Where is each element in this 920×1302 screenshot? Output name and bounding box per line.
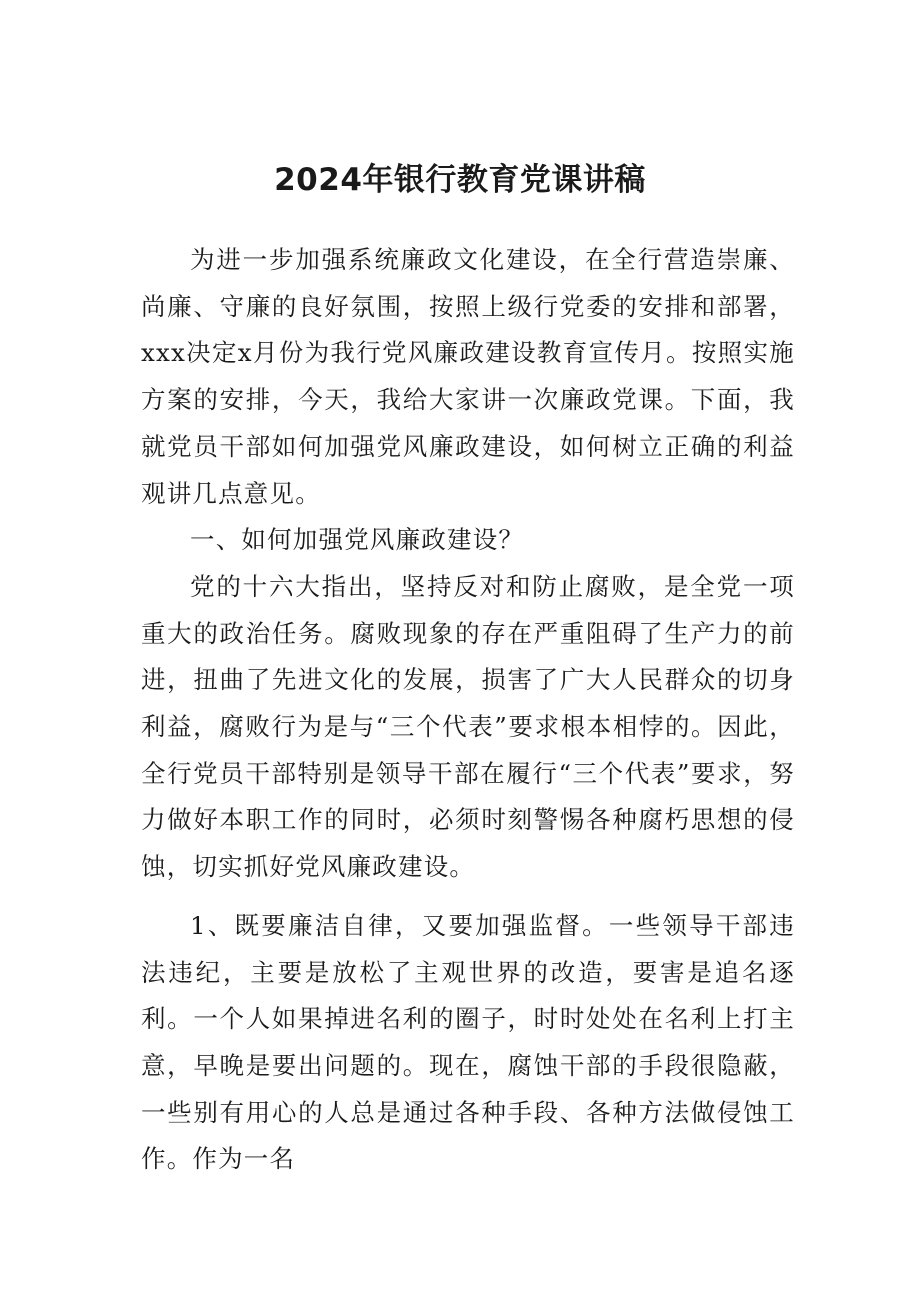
document-body xyxy=(141,237,795,1183)
document-title: 2024年银行教育党课讲稿 xyxy=(274,162,646,198)
section-heading-1: 一、如何加强党风廉政建设？ xyxy=(190,525,525,555)
paragraph-point-1: 1、既要廉洁自律，又要加强监督。一些领导干部违法违纪，主要是放松了主观世界的改造，要害是追名逐利。一个人如果掉进名利的圈子，时时处处在名利上打主意，早晚是要出问题的。现在，腐蚀干部的手段很隐蔽，一些别有用心的人总是通过各种手段、各种方法做侵蚀工作。作为一名 xyxy=(141,910,795,1174)
paragraph-section-1: 党的十六大指出，坚持反对和防止腐败，是全党一项重大的政治任务。腐败现象的存在严重阻碍了生产力的前进，扭曲了先进文化的发展，损害了广大人民群众的切身利益，腐败行为是与“三个代表”要求根本相悖的。因此，全行党员干部特别是领导干部在履行“三个代表”要求，努力做好本职工作的同时，必须时刻警惕各种腐朽思想的侵蚀，切实抓好党风廉政建设。 xyxy=(141,571,795,882)
paragraph-intro: 为进一步加强系统廉政文化建设，在全行营造崇廉、尚廉、守廉的良好氛围，按照上级行党委的安排和部署，xxx决定x月份为我行党风廉政建设教育宣传月。按照实施方案的安排，今天，我给大家讲一次廉政党课。下面，我就党员干部如何加强党风廉政建设，如何树立正确的利益观讲几点意见。 xyxy=(141,245,795,508)
